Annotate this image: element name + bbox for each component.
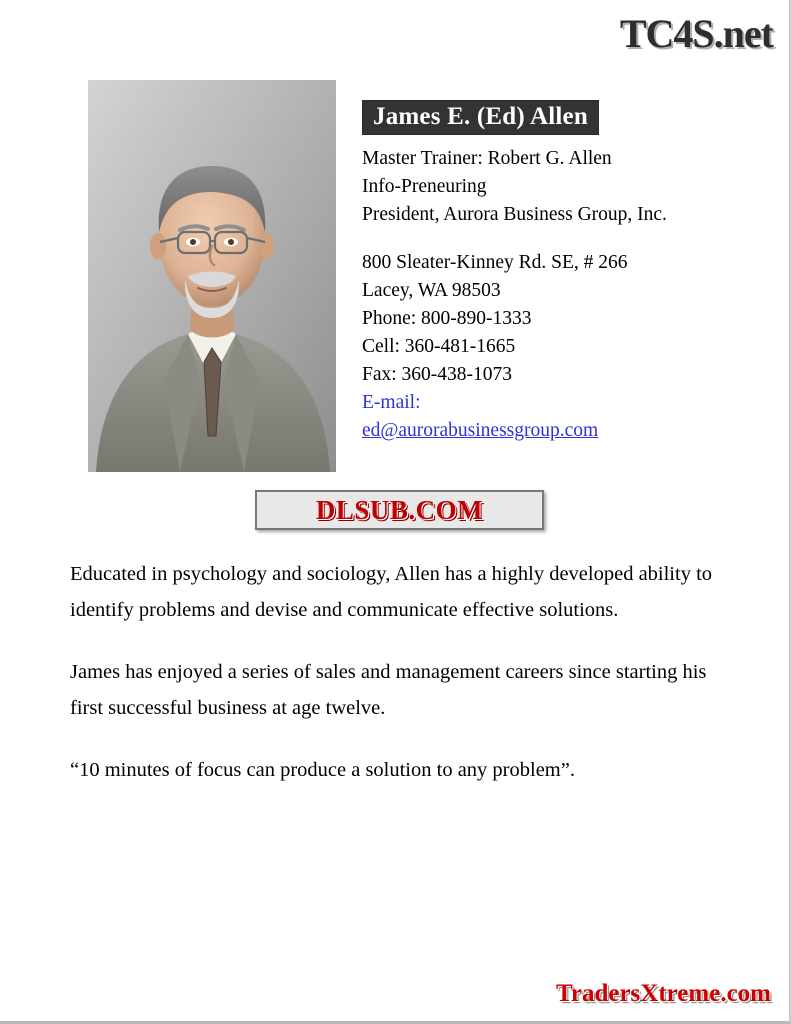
profile-titles: [362, 145, 762, 229]
contact-line-cell: Cell: 360-481-1665: [362, 336, 516, 357]
contact-line-city: Lacey, WA 98503: [362, 280, 501, 301]
dlsub-badge-label: DLSUB.COM: [315, 494, 484, 525]
portrait-photo: [88, 80, 336, 472]
contact-line-address: 800 Sleater-Kinney Rd. SE, # 266: [362, 252, 628, 273]
profile-info: [362, 100, 762, 445]
profile-title-line: President, Aurora Business Group, Inc.: [362, 204, 667, 225]
tc4s-watermark: TC4S.net: [619, 11, 773, 56]
dlsub-badge: [255, 490, 544, 530]
bio-paragraph: Educated in psychology and sociology, Allen has a highly developed ability to identify problems and devise and communicate effective solutions.: [70, 563, 713, 621]
profile-contact: [362, 249, 762, 445]
email-link[interactable]: ed@aurorabusinessgroup.com: [362, 420, 599, 441]
contact-line-fax: Fax: 360-438-1073: [362, 364, 513, 385]
page-title: James E. (Ed) Allen: [362, 100, 599, 135]
biography-text: [70, 556, 722, 814]
portrait-photo-icon: [88, 80, 336, 472]
bio-quote: “10 minutes of focus can produce a solution to any problem”.: [70, 759, 575, 781]
contact-line-phone: Phone: 800-890-1333: [362, 308, 532, 329]
profile-title-line: Info-Preneuring: [362, 176, 487, 197]
profile-title-line: Master Trainer: Robert G. Allen: [362, 148, 612, 169]
tradersxtreme-watermark: TradersXtreme.com: [556, 980, 771, 1007]
bio-paragraph: James has enjoyed a series of sales and management careers since starting his first successful business at age twelve.: [70, 661, 707, 719]
email-label: E-mail:: [362, 392, 421, 413]
